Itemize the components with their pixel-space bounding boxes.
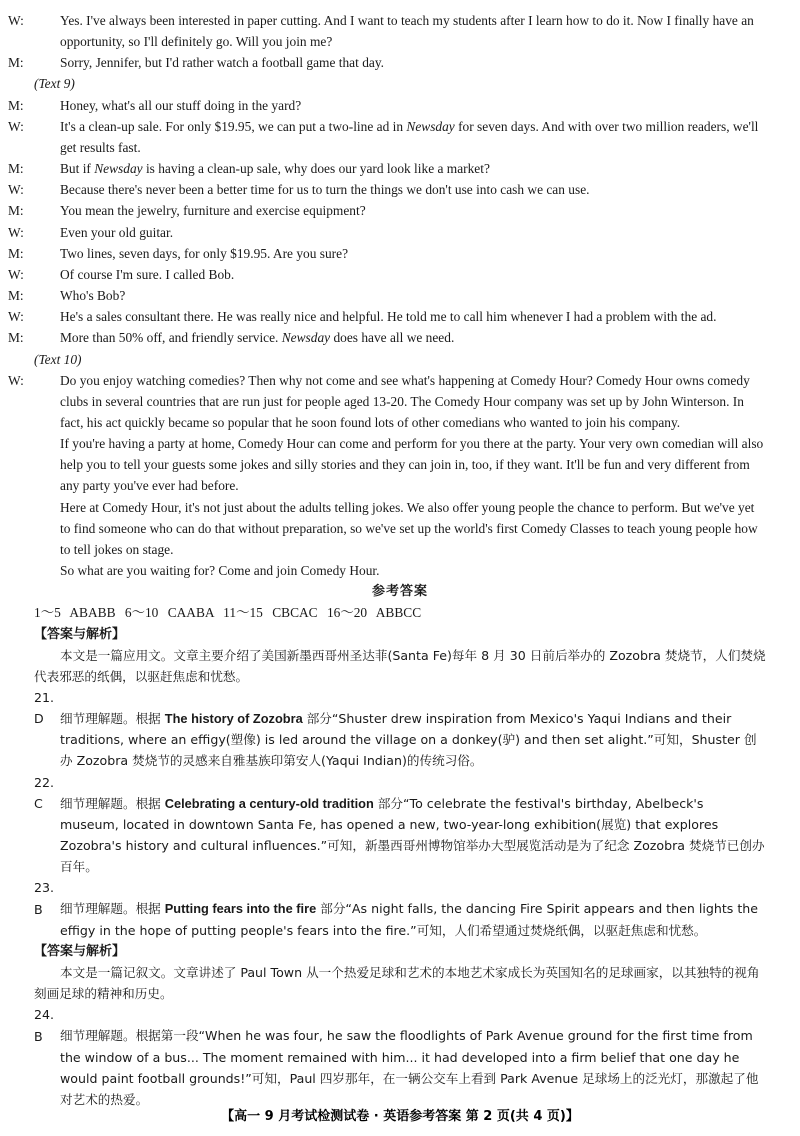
monologue-paragraph: So what are you waiting for? Come and join Comedy Hour.	[60, 563, 380, 579]
speaker-label: W:	[8, 372, 24, 388]
section-keyword: Putting fears into the fire	[164, 901, 317, 917]
section-keyword: Celebrating a century-old tradition	[164, 795, 374, 811]
dialogue-text: But if	[60, 161, 95, 177]
dialogue-line	[8, 116, 766, 158]
dialogue-text: Even your old guitar.	[60, 224, 174, 240]
newsday-title: Newsday	[406, 118, 455, 134]
dialogue-line	[8, 95, 766, 116]
answer-key: 1～5 ABABB 6～10 CAABA 11～15 CBCAC 16～20 ABBCC	[34, 605, 422, 621]
dialogue-text: Who's Bob?	[60, 288, 126, 304]
dialogue-text: for seven days. And with over two million readers, we'll get results fast.	[60, 118, 759, 155]
dialogue-text: Honey, what's all our stuff doing in the yard?	[60, 97, 302, 113]
passage-summary: 本文是一篇记叙文。文章讲述了 Paul Town 从一个热爱足球和艺术的本地艺术家成长为英国知名的足球画家，以其独特的视角刻画足球的精神和历史。	[34, 965, 760, 1002]
dialogue-line	[8, 327, 766, 348]
text10-label: (Text 10)	[34, 351, 82, 367]
dialogue-text: Of course I'm sure. I called Bob.	[60, 266, 235, 282]
dialogue-line	[8, 285, 766, 306]
dialogue-text: Sorry, Jennifer, but I'd rather watch a football game that day.	[60, 55, 385, 71]
speaker-label: M:	[8, 55, 24, 71]
dialogue-line	[8, 264, 766, 285]
question-number: 22. C	[34, 774, 55, 811]
question-explanation	[34, 877, 766, 940]
dialogue-text: Because there's never been a better time for us to turn the things we don't use into cash we can use.	[60, 182, 590, 198]
dialogue-text: More than 50% off, and friendly service.	[60, 330, 282, 346]
section-heading: 【答案与解析】	[34, 626, 126, 642]
dialogue-line	[8, 222, 766, 243]
explanation-text: 细节理解题。根据	[60, 901, 165, 917]
speaker-label: M:	[8, 330, 24, 346]
explanation-text: 细节理解题。根据	[60, 711, 165, 727]
speaker-label: M:	[8, 203, 24, 219]
dialogue-text: You mean the jewelry, furniture and exercise equipment?	[60, 203, 366, 219]
question-explanation	[34, 772, 766, 878]
speaker-label: M:	[8, 245, 24, 261]
explanation-text: 部分“As night falls, the dancing Fire Spirit appears and then lights the effigy in the hope of putting people's fears into the fire.”可知，人们希望通过焚烧纸偶，以驱赶焦虑和忧愁。	[60, 901, 758, 938]
dialogue-line	[8, 200, 766, 221]
dialogue-line	[8, 52, 766, 73]
explanation-text: 细节理解题。根据第一段“When he was four, he saw the floodlights of Park Avenue ground for the first time from the window of a bus... The moment remained with him... it had developed into a firm belief that one day he would paint football grounds!”可知，Paul 四岁那年，在一辆公交车上看到 Park Avenue 足球场上的泛光灯，那激起了他对艺术的热爱。	[60, 1028, 759, 1107]
page-footer: 【高一 9 月考试检测试卷 · 英语参考答案 第 2 页(共 4 页)】	[221, 1109, 579, 1124]
dialogue-line	[8, 179, 766, 200]
explanation-text: 部分“Shuster drew inspiration from Mexico's Yaqui Indians and their traditions, where an effigy(塑像) is led around the village on a donkey(驴) and then set alight.”可知，Shuster 创办 Zozobra 焚烧节的灵感来自雅基族印第安人(Yaqui Indian)的传统习俗。	[60, 711, 757, 769]
question-explanation	[34, 1004, 766, 1110]
speaker-label: M:	[8, 161, 24, 177]
question-number: 23. B	[34, 880, 55, 917]
dialogue-text: is having a clean-up sale, why does our yard look like a market?	[142, 161, 490, 177]
speaker-label: W:	[8, 266, 24, 282]
dialogue-line	[8, 10, 766, 52]
speaker-label: M:	[8, 97, 24, 113]
monologue-paragraph	[8, 370, 766, 433]
speaker-label: W:	[8, 13, 24, 28]
answer-title: 参考答案	[371, 584, 428, 600]
explanation-text: 部分“To celebrate the festival's birthday, Abelbeck's museum, located in downtown Santa Fe, has opened a new, two-year-long exhibition(展览) that explores Zozobra's history and cultural influences.”可知，新墨西哥州博物馆举办大型展览活动是为了纪念 Zozobra 焚烧节已创办百年。	[60, 795, 765, 875]
monologue-text: Do you enjoy watching comedies? Then why not come and see what's happening at Comedy Hour? Comedy Hour owns comedy clubs in several countries that are run just for people aged 13-20. The Comedy Hour company was set up by John Winterson. In fact, his act quickly became so popular that he soon found lots of other comedians who wanted to join his company.	[60, 372, 750, 430]
dialogue-line	[8, 243, 766, 264]
newsday-title: Newsday	[94, 161, 143, 177]
dialogue-text: Yes. I've always been interested in paper cutting. And I want to teach my students after I learn how to do it. Now I finally have an opportunity, so I'll definitely go. Will you join me?	[60, 13, 754, 50]
section-keyword: The history of Zozobra	[164, 711, 303, 727]
monologue-paragraph: Here at Comedy Hour, it's not just about the adults telling jokes. We also offer young people the chance to perform. But we've yet to find someone who can do that without preparation, so we've set up the world's first Comedy Classes to teach young people how to tell jokes on stage.	[60, 499, 758, 557]
dialogue-text: does have all we need.	[330, 330, 455, 346]
dialogue-line	[8, 306, 766, 327]
speaker-label: M:	[8, 288, 24, 304]
text9-label: (Text 9)	[34, 76, 75, 92]
dialogue-text: He's a sales consultant there. He was really nice and helpful. He told me to call him whenever I had a problem with the ad.	[60, 309, 717, 325]
explanation-text: 细节理解题。根据	[60, 795, 165, 811]
dialogue-text: Two lines, seven days, for only $19.95. Are you sure?	[60, 245, 349, 261]
question-explanation	[34, 687, 766, 772]
dialogue-text: It's a clean-up sale. For only $19.95, we can put a two-line ad in	[60, 118, 407, 134]
speaker-label: W:	[8, 309, 24, 325]
section-heading: 【答案与解析】	[34, 943, 126, 959]
passage-summary: 本文是一篇应用文。文章主要介绍了美国新墨西哥州圣达菲(Santa Fe)每年 8 月 30 日前后举办的 Zozobra 焚烧节，人们焚烧代表邪恶的纸偶，以驱赶焦虑和忧愁。	[34, 647, 766, 684]
speaker-label: W:	[8, 224, 24, 240]
speaker-label: W:	[8, 182, 24, 198]
newsday-title: Newsday	[281, 330, 331, 346]
question-number: 24. B	[34, 1007, 55, 1044]
monologue-paragraph: If you're having a party at home, Comedy Hour can come and perform for you there at the party. Your very own comedian will also help you to tell your guests some jokes and silly stories and they can join in, too, if they want. It'll be fun and very different from any party you've ever had before.	[60, 436, 764, 494]
dialogue-line	[8, 158, 766, 179]
speaker-label: W:	[8, 118, 24, 134]
question-number: 21. D	[34, 690, 55, 727]
